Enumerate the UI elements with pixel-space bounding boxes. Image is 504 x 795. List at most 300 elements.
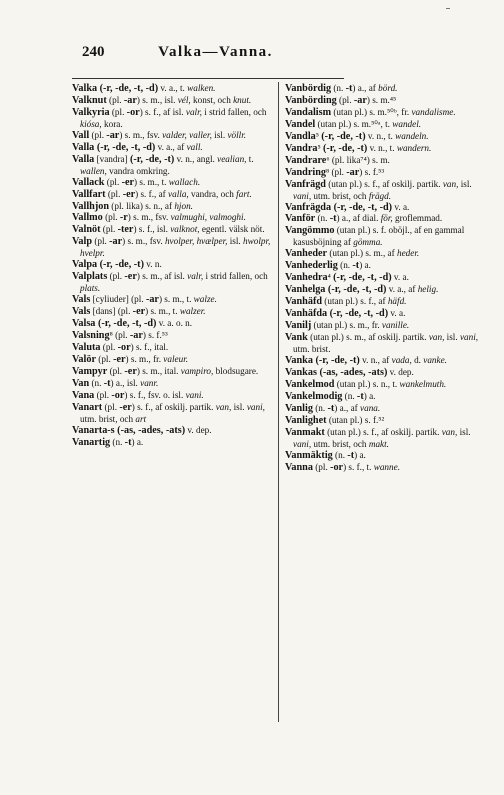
entry-text: isl.: [211, 129, 228, 140]
entry-headword: Vanhederlig: [285, 260, 338, 272]
entry-headword: Vallmo: [72, 212, 103, 224]
entry-etymon: vandalisme.: [411, 106, 456, 117]
entry-text: ⁶ (pl. lika⁷⁴) s. m.: [326, 154, 390, 165]
entry-text: i strid fallen, och: [203, 271, 268, 282]
entry-text: (utan pl.) s. n., t.: [334, 378, 400, 389]
dictionary-entry: [72, 154, 274, 177]
entry-headword: Valp: [72, 236, 93, 248]
entry-text: i strid fallen, och: [201, 106, 267, 117]
entry-headword: Valkyria: [72, 106, 110, 118]
entry-headword: Vallhjon: [72, 200, 109, 212]
entry-text: ⁵: [317, 142, 323, 153]
entry-headword: Vandra: [285, 142, 318, 154]
entry-etymon: vél,: [177, 94, 191, 105]
entry-etymon: makt.: [368, 438, 389, 449]
entry-text: ) a., af: [352, 83, 379, 93]
entry-text: v. dep.: [387, 366, 414, 377]
entry-etymon: valr,: [187, 271, 204, 282]
entry-text: (utan pl.) s. f., af oskilj. partik.: [324, 426, 442, 437]
entry-headword: Vanfrägd: [285, 178, 326, 190]
entry-text: v. dep.: [185, 424, 212, 435]
dictionary-entry: [72, 212, 274, 224]
entry-headword: -or: [111, 389, 125, 401]
entry-text: utm. brist, och: [80, 413, 136, 424]
entry-etymon: vampiro,: [180, 365, 214, 376]
entry-text: (pl.: [312, 461, 331, 472]
entry-text: (n.: [331, 83, 346, 93]
entry-headword: -r: [119, 212, 128, 224]
entry-headword: Valplats: [72, 271, 108, 283]
entry-headword: Vanart: [72, 401, 103, 413]
entry-text: (pl.: [100, 341, 118, 352]
entry-headword: Vanbördig: [285, 83, 332, 94]
entry-text: d.: [411, 354, 424, 365]
entry-headword: Vallack: [72, 176, 105, 188]
entry-headword: -er: [124, 271, 137, 283]
dictionary-entry: [285, 272, 485, 284]
entry-headword: Vanarta-s (-as, -ades, -ats): [72, 424, 186, 436]
dictionary-entry: [72, 177, 274, 189]
entry-headword: -ar: [106, 129, 120, 141]
entry-etymon: för,: [380, 213, 393, 224]
entry-text: (pl.: [89, 129, 107, 140]
entry-etymon: vanille.: [381, 320, 410, 331]
entry-headword: -er: [122, 188, 136, 200]
entry-headword: Valka (-r, -de, -t, -d): [72, 83, 159, 94]
entry-headword: Vandring: [285, 166, 326, 178]
entry-headword: Vanheder: [285, 248, 328, 260]
entry-text: ) s. m., isl.: [136, 94, 178, 105]
entry-etymon: wanne.: [373, 461, 400, 472]
entry-text: ) s. m., t.: [158, 294, 194, 305]
entry-etymon: valder, valler,: [162, 129, 212, 140]
entry-headword: Vanka (-r, -de, -t): [285, 354, 360, 366]
entry-text: v. n., t.: [367, 142, 397, 153]
entry-headword: Valnöt: [72, 224, 101, 236]
entry-etymon: plats.: [80, 283, 101, 294]
entry-text: ) s. f., af isl.: [139, 106, 186, 117]
entry-etymon: vana.: [360, 402, 381, 413]
entry-etymon: vani.: [185, 389, 204, 400]
entry-text: ) s. m., t.: [145, 306, 180, 317]
entry-text: ) a., isl.: [110, 377, 141, 388]
dictionary-entry: [285, 119, 485, 131]
entry-text: ) s. f., ital.: [130, 341, 169, 352]
entry-headword: Vandalism: [285, 106, 332, 118]
entry-text: (n.: [342, 390, 357, 401]
entry-headword: -t: [347, 449, 355, 461]
entry-text: ) a.: [131, 436, 144, 447]
entry-text: ) a.: [363, 390, 376, 401]
entry-etymon: walzer.: [179, 306, 206, 317]
entry-text: utm. brist, och: [311, 438, 369, 449]
dictionary-entry: [72, 354, 274, 366]
entry-text: (n.: [315, 213, 330, 224]
entry-text: (pl.: [95, 353, 114, 364]
entry-text: vandra omkring.: [106, 165, 170, 176]
entry-headword: Vanhäfd: [285, 296, 322, 308]
entry-text: v. a., t.: [158, 83, 188, 93]
entry-text: (pl.: [106, 94, 124, 105]
dictionary-entry: [285, 415, 485, 427]
dictionary-entry: [72, 201, 274, 213]
dictionary-entry: [72, 224, 274, 236]
entry-text: ) s. m., fsv.: [119, 129, 163, 140]
dictionary-entry: [285, 450, 485, 462]
dictionary-entry: [285, 379, 485, 391]
entry-headword: -ter: [117, 224, 134, 236]
entry-etymon: wallen,: [80, 165, 107, 176]
entry-etymon: heder.: [397, 248, 420, 259]
dictionary-entry: [72, 306, 274, 318]
dictionary-entry: [285, 155, 485, 167]
entry-headword: Vanna: [285, 461, 313, 473]
dictionary-entry: [72, 425, 274, 437]
entry-text: ) s. f., af oskilj. partik.: [131, 401, 216, 412]
entry-text: isl.: [227, 236, 244, 247]
dictionary-entry: [285, 367, 485, 379]
dictionary-entry: [285, 167, 485, 179]
running-title: Valka—Vanna.: [158, 44, 273, 60]
dictionary-entry: [285, 332, 485, 355]
entry-text: v. a.: [392, 201, 410, 212]
entry-headword: Van: [72, 377, 90, 389]
entry-headword: Valör: [72, 353, 96, 365]
dictionary-entry: [72, 330, 274, 342]
entry-text: ) a., af: [334, 402, 361, 413]
entry-etymon: wandern.: [396, 142, 432, 153]
entry-text: [vandra]: [94, 153, 130, 164]
entry-headword: (-r, -de, -t): [322, 142, 368, 154]
left-column: [72, 83, 274, 449]
entry-headword: -ar: [353, 94, 367, 106]
entry-text: (utan pl.) s. f.⁵²: [326, 414, 385, 425]
entry-headword: Valsa (-r, -de, -t, -d): [72, 318, 157, 330]
dictionary-entry: [72, 366, 274, 378]
entry-text: groflemmad.: [392, 213, 443, 224]
entry-text: (utan pl.) s. m., af oskilj. partik.: [307, 332, 429, 343]
entry-text: ⁸ (pl.: [109, 330, 130, 341]
dictionary-entry: [285, 284, 485, 296]
entry-text: (pl.: [107, 365, 125, 376]
dictionary-entry: [72, 390, 274, 402]
entry-headword: Valla (-r, -de, -t, -d): [72, 141, 156, 153]
dictionary-entry: [285, 213, 485, 225]
entry-text: ) s. m., ital.: [136, 365, 181, 376]
entry-text: (utan pl.) s. m.⁵⁰ᵃ, t.: [315, 118, 393, 129]
entry-headword: -or: [117, 341, 131, 353]
entry-headword: -er: [121, 176, 135, 188]
entry-text: (pl. lika) s. n., af: [109, 200, 175, 211]
entry-text: ) s. f.⁵³: [359, 166, 385, 177]
right-column: [285, 83, 485, 473]
entry-text: [cyliuder] (pl.: [90, 294, 146, 305]
entry-etymon: vani,: [293, 438, 312, 449]
dictionary-entry: [285, 391, 485, 403]
entry-headword: -t: [103, 377, 111, 389]
dictionary-entry: [285, 179, 485, 202]
entry-headword: Valknut: [72, 94, 107, 106]
entry-etymon: vani,: [246, 401, 265, 412]
entry-headword: -ar: [346, 166, 360, 178]
entry-headword: -t: [345, 83, 353, 94]
entry-headword: Vall: [72, 129, 90, 141]
dictionary-entry: [72, 142, 274, 154]
entry-etymon: vada,: [391, 354, 412, 365]
entry-etymon: art: [135, 413, 147, 424]
entry-text: v. a.: [388, 308, 406, 319]
entry-etymon: vani,: [459, 332, 479, 343]
dictionary-entry: [72, 378, 274, 390]
dictionary-entry: [72, 83, 274, 95]
entry-headword: Vanmakt: [285, 426, 325, 438]
entry-headword: -er: [113, 353, 126, 365]
entry-text: (pl.: [94, 389, 112, 400]
entry-text: v. a., af: [155, 141, 187, 152]
entry-text: isl.: [231, 401, 247, 412]
entry-etymon: valknot,: [170, 224, 200, 235]
entry-headword: -ar: [129, 330, 143, 342]
entry-etymon: valla,: [168, 188, 189, 199]
entry-text: ) s. f.⁵³: [142, 330, 168, 341]
entry-text: v. a. o. n.: [156, 318, 193, 329]
column-divider: [278, 82, 279, 722]
entry-text: (utan pl.) s. f., af oskilj. partik.: [325, 178, 443, 189]
dictionary-entry: [72, 437, 274, 449]
entry-etymon: helig.: [417, 284, 439, 295]
page-header: [82, 44, 349, 66]
entry-etymon: van,: [428, 332, 445, 343]
entry-text: (utan pl.) s. m., fr.: [311, 320, 382, 331]
dictionary-entry: [285, 355, 485, 367]
dictionary-entry: [285, 403, 485, 415]
entry-headword: Vals: [72, 294, 91, 306]
entry-headword: -t: [352, 260, 360, 272]
dictionary-entry: [285, 260, 485, 272]
entry-etymon: van,: [215, 401, 232, 412]
scan-mark: [446, 8, 450, 9]
dictionary-entry: [285, 107, 485, 119]
entry-headword: Valsning: [72, 330, 110, 342]
dictionary-entry: [72, 130, 274, 142]
entry-headword: Vanartig: [72, 436, 111, 448]
dictionary-entry: [285, 143, 485, 155]
entry-text: (utan pl.) s. m., af: [327, 248, 397, 259]
entry-headword: Valuta: [72, 341, 101, 353]
dictionary-entry: [285, 320, 485, 332]
entry-headword: Vanfrägda (-r, -de, -t, -d): [285, 201, 393, 213]
dictionary-entry: [72, 236, 274, 259]
entry-etymon: vealian,: [217, 153, 247, 164]
entry-etymon: valmughi, valmoghi.: [170, 212, 246, 223]
entry-headword: -t: [124, 436, 132, 448]
entry-text: v. n.: [143, 259, 162, 270]
entry-text: (pl.: [92, 236, 110, 247]
entry-text: [dans] (pl.: [90, 306, 133, 317]
dictionary-entry: [72, 189, 274, 201]
entry-etymon: wallach.: [168, 176, 201, 187]
entry-headword: Vanmäktig: [285, 449, 333, 461]
entry-etymon: hjon.: [174, 200, 193, 211]
entry-text: (pl.: [109, 106, 127, 117]
entry-text: (pl.: [102, 212, 120, 223]
entry-etymon: van,: [441, 426, 458, 437]
entry-headword: (-r, -de, -t): [321, 130, 366, 142]
entry-headword: Vankelmodig: [285, 390, 343, 402]
dictionary-entry: [285, 308, 485, 320]
entry-text: ⁵: [315, 130, 322, 141]
entry-headword: Vanhedra: [285, 272, 328, 284]
entry-etymon: wandel.: [392, 118, 422, 129]
entry-text: v. a., af: [386, 284, 418, 295]
dictionary-entry: [285, 296, 485, 308]
entry-headword: Vallfart: [72, 188, 106, 200]
dictionary-entry: [285, 462, 485, 474]
entry-headword: Valla: [72, 153, 95, 165]
entry-text: vandra, och: [188, 188, 237, 199]
entry-headword: Vandrare: [285, 154, 327, 166]
entry-text: konst, och: [190, 94, 234, 105]
entry-etymon: gömma.: [353, 237, 383, 248]
entry-headword: Vanbörding: [285, 94, 337, 106]
entry-headword: (-r, -de, -t, -d): [333, 272, 392, 284]
entry-text: (pl.: [105, 188, 123, 199]
dictionary-entry: [72, 318, 274, 330]
entry-text: blodsugare.: [213, 365, 259, 376]
entry-text: v. n., angl.: [174, 153, 218, 164]
entry-headword: Vank: [285, 332, 308, 344]
entry-headword: -er: [119, 401, 132, 413]
entry-headword: Vampyr: [72, 365, 108, 377]
entry-headword: -or: [330, 461, 344, 473]
entry-text: ) s. m., af isl.: [136, 271, 188, 282]
entry-headword: -er: [124, 365, 137, 377]
dictionary-entry: [285, 202, 485, 214]
entry-etymon: valeur.: [163, 353, 189, 364]
entry-text: isl.: [444, 332, 460, 343]
entry-text: ) s. f., af: [135, 188, 169, 199]
entry-etymon: vall.: [186, 141, 203, 152]
entry-etymon: valr,: [185, 106, 202, 117]
entry-text: ) s. m., fsv.: [127, 212, 171, 223]
dictionary-entry: [72, 107, 274, 130]
dictionary-entry: [285, 427, 485, 450]
entry-headword: Vana: [72, 389, 95, 401]
entry-headword: -ar: [109, 236, 123, 248]
entry-etymon: vanr.: [140, 377, 159, 388]
entry-headword: Vanhelga (-r, -de, -t, -d): [285, 284, 387, 296]
entry-headword: (-r, -de, -t): [130, 153, 175, 165]
dictionary-entry: [285, 225, 485, 248]
entry-headword: Vankas (-as, -ades, -ats): [285, 366, 388, 378]
entry-text: ) a., af dial.: [336, 213, 381, 224]
entry-text: ) s. m., fr.: [125, 353, 164, 364]
entry-text: t.: [246, 153, 254, 164]
entry-headword: -ar: [145, 294, 159, 306]
entry-text: isl.: [458, 178, 472, 189]
entry-text: (pl.: [102, 401, 120, 412]
entry-headword: Vanilj: [285, 320, 312, 332]
dictionary-entry: [285, 95, 485, 107]
entry-headword: -ar: [123, 94, 137, 106]
entry-headword: Vanhäfda (-r, -de, -t, -d): [285, 308, 389, 320]
entry-text: (pl.: [107, 271, 125, 282]
entry-etymon: kiósa,: [80, 118, 102, 129]
entry-text: (pl.: [104, 176, 122, 187]
entry-etymon: knut.: [233, 94, 252, 105]
entry-text: ) s. f., t.: [343, 461, 374, 472]
dictionary-entry: [285, 131, 485, 143]
dictionary-entry: [72, 294, 274, 306]
entry-headword: -t: [356, 390, 364, 402]
dictionary-entry: [285, 248, 485, 260]
entry-text: (n.: [89, 377, 104, 388]
entry-headword: -t: [327, 402, 335, 414]
dictionary-entry: [72, 402, 274, 425]
entry-text: utm. brist, och: [311, 190, 369, 201]
entry-headword: -er: [132, 306, 146, 318]
entry-etymon: wankelmuth.: [399, 378, 447, 389]
entry-text: ) a.: [359, 260, 371, 271]
entry-text: kora.: [101, 118, 123, 129]
entry-headword: Vandla: [285, 130, 316, 142]
entry-text: ) s. m., t.: [134, 176, 169, 187]
entry-text: egentl. välsk nöt.: [199, 224, 265, 235]
entry-text: ⁴: [327, 272, 334, 283]
entry-text: ) s. f., fsv. o. isl.: [124, 389, 186, 400]
entry-text: (n.: [332, 449, 348, 460]
dictionary-entry: [72, 342, 274, 354]
dictionary-entry: [72, 271, 274, 294]
entry-headword: Valpa (-r, -de, -t): [72, 259, 144, 271]
entry-headword: Vanlig: [285, 402, 313, 414]
entry-headword: Vanlighet: [285, 414, 327, 426]
entry-etymon: van,: [442, 178, 459, 189]
entry-text: v. a.: [391, 272, 409, 283]
entry-etymon: börd.: [378, 83, 398, 93]
entry-text: (utan pl.) s. f., af: [322, 296, 388, 307]
entry-etymon: fart.: [236, 188, 252, 199]
entry-text: isl.: [457, 426, 471, 437]
entry-headword: Vanför: [285, 213, 316, 225]
entry-text: (n.: [312, 402, 328, 413]
entry-etymon: walze.: [193, 294, 217, 305]
header-rule: [72, 78, 344, 79]
entry-headword: -or: [126, 106, 140, 118]
entry-headword: Vals: [72, 306, 91, 318]
entry-headword: -t: [329, 213, 337, 225]
entry-etymon: wandeln.: [395, 130, 429, 141]
entry-headword: Vandel: [285, 118, 316, 130]
entry-text: (utan pl.) s. m.⁵⁰ᵇ, fr.: [331, 106, 412, 117]
entry-text: (n.: [110, 436, 125, 447]
entry-text: (utan pl.) s. f. oböjl., af en gammal kasusböjning af: [293, 225, 465, 248]
dictionary-entry: [285, 83, 485, 95]
entry-text: (n.: [337, 260, 353, 271]
entry-text: ⁸ (pl.: [325, 166, 347, 177]
dictionary-entry: [72, 95, 274, 107]
page-number: 240: [82, 44, 105, 60]
entry-text: (pl.: [100, 224, 118, 235]
entry-etymon: häfd.: [387, 296, 407, 307]
entry-etymon: völlr.: [227, 129, 247, 140]
entry-etymon: hvolper, hvælper,: [164, 236, 228, 247]
entry-text: ) a.: [354, 449, 366, 460]
dictionary-entry: [72, 259, 274, 271]
entry-text: v. n., af: [359, 354, 392, 365]
entry-text: v. n., t.: [365, 130, 396, 141]
entry-etymon: frägd.: [368, 190, 392, 201]
